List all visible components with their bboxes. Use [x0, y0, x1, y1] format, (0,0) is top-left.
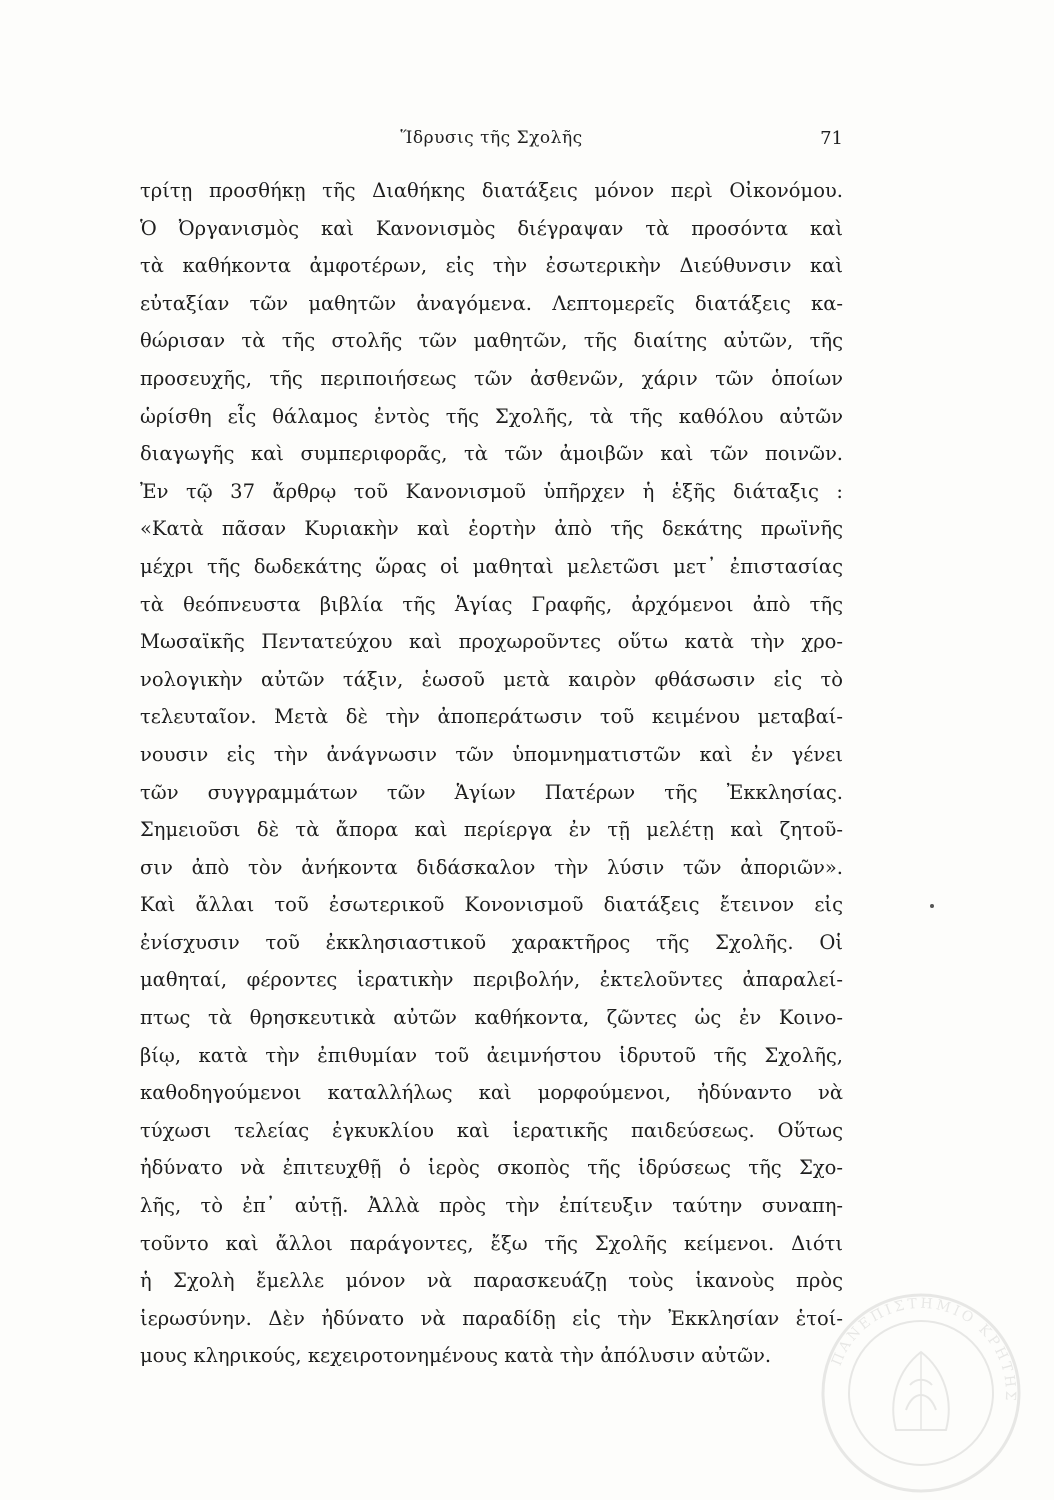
seal-icon — [818, 1290, 1024, 1496]
text-line: εὐταξίαν τῶν μαθητῶν ἀναγόμενα. Λεπτομερεῖς διατάξεις κα- — [140, 291, 843, 315]
text-line: καθοδηγούμενοι καταλλήλως καὶ μορφούμενοι, ἠδύναντο νὰ — [140, 1081, 843, 1105]
text-line: τύχωσι τελείας ἐγκυκλίου καὶ ἱερατικῆς παιδεύσεως. Οὕτως — [140, 1118, 843, 1142]
text-line: Μωσαϊκῆς Πεντατεύχου καὶ προχωροῦντες οὕτω κατὰ τὴν χρο- — [140, 630, 843, 654]
text-line: ἐνίσχυσιν τοῦ ἐκκλησιαστικοῦ χαρακτῆρος τῆς Σχολῆς. Οἱ — [140, 930, 843, 954]
text-line: μέχρι τῆς δωδεκάτης ὥρας οἱ μαθηταὶ μελετῶσι μετ᾽ ἐπιστασίας — [140, 554, 843, 578]
text-line: ἠδύνατο νὰ ἐπιτευχθῇ ὁ ἱερὸς σκοπὸς τῆς ἱδρύσεως τῆς Σχο- — [140, 1156, 843, 1180]
text-line: τελευταῖον. Μετὰ δὲ τὴν ἀποπεράτωσιν τοῦ κειμένου μεταβαί- — [140, 705, 843, 729]
library-seal-watermark — [818, 1290, 1024, 1496]
text-line: νουσιν εἰς τὴν ἀνάγνωσιν τῶν ὑπομνηματιστῶν καὶ ἐν γένει — [140, 742, 843, 766]
body-text — [140, 172, 843, 1375]
svg-text:ΠΑΝΕΠΙΣΤΗΜΙΟ ΚΡΗΤΗΣ: ΠΑΝΕΠΙΣΤΗΜΙΟ ΚΡΗΤΗΣ — [828, 1295, 1019, 1404]
text-line: ἡ Σχολὴ ἔμελλε μόνον νὰ παρασκευάζῃ τοὺς ἱκανοὺς πρὸς — [140, 1269, 843, 1293]
text-line: τὰ καθήκοντα ἀμφοτέρων, εἰς τὴν ἐσωτερικὴν Διεύθυνσιν καὶ — [140, 254, 843, 278]
running-title: Ἵδρυσις τῆς Σχολῆς — [400, 128, 583, 148]
text-line: Ὁ Ὀργανισμὸς καὶ Κανονισμὸς διέγραψαν τὰ προσόντα καὶ — [140, 216, 843, 240]
text-line: ἱερωσύνην. Δὲν ἠδύνατο νὰ παραδίδῃ εἰς τὴν Ἐκκλησίαν ἑτοί- — [140, 1306, 843, 1330]
text-line: ὡρίσθη εἷς θάλαμος ἐντὸς τῆς Σχολῆς, τὰ τῆς καθόλου αὐτῶν — [140, 404, 843, 428]
text-line: τρίτῃ προσθήκῃ τῆς Διαθήκης διατάξεις μόνον περὶ Οἰκονόμου. — [140, 179, 843, 202]
text-line: μαθηταί, φέροντες ἱερατικὴν περιβολήν, ἐκτελοῦντες ἀπαραλεί- — [140, 968, 843, 992]
text-line: Καὶ ἄλλαι τοῦ ἐσωτερικοῦ Κονονισμοῦ διατάξεις ἔτεινον εἰς — [140, 893, 843, 917]
text-line: διαγωγῆς καὶ συμπεριφορᾶς, τὰ τῶν ἀμοιβῶν καὶ τῶν ποινῶν. — [140, 442, 843, 466]
text-line: νολογικὴν αὐτῶν τάξιν, ἑωσοῦ μετὰ καιρὸν φθάσωσιν εἰς τὸ — [140, 667, 843, 691]
text-line: Ἐν τῷ 37 ἄρθρῳ τοῦ Κανονισμοῦ ὑπῆρχεν ἡ ἑξῆς διάταξις : — [140, 479, 843, 503]
stray-ink-dot — [930, 904, 934, 908]
text-line: Σημειοῦσι δὲ τὰ ἄπορα καὶ περίεργα ἐν τῇ μελέτῃ καὶ ζητοῦ- — [140, 818, 843, 842]
text-line: τὰ θεόπνευστα βιβλία τῆς Ἁγίας Γραφῆς, ἀρχόμενοι ἀπὸ τῆς — [140, 592, 843, 616]
text-line: πτως τὰ θρησκευτικὰ αὐτῶν καθήκοντα, ζῶντες ὡς ἐν Κοινο- — [140, 1006, 843, 1030]
text-line: τοῦντο καὶ ἄλλοι παράγοντες, ἔξω τῆς Σχολῆς κείμενοι. Διότι — [140, 1231, 843, 1255]
text-line: λῆς, τὸ ἐπ᾽ αὐτῇ. Ἀλλὰ πρὸς τὴν ἐπίτευξιν ταύτην συναπη- — [140, 1194, 843, 1218]
text-line: μους κληρικούς, κεχειροτονημένους κατὰ τὴν ἀπόλυσιν αὐτῶν. — [140, 1344, 772, 1368]
text-line: βίῳ, κατὰ τὴν ἐπιθυμίαν τοῦ ἀειμνήστου ἱδρυτοῦ τῆς Σχολῆς, — [140, 1043, 843, 1067]
text-line: «Κατὰ πᾶσαν Κυριακὴν καὶ ἑορτὴν ἀπὸ τῆς δεκάτης πρωϊνῆς — [140, 517, 843, 541]
running-head — [140, 128, 843, 158]
text-line: τῶν συγγραμμάτων τῶν Ἁγίων Πατέρων τῆς Ἐκκλησίας. — [140, 780, 843, 804]
text-line: θώρισαν τὰ τῆς στολῆς τῶν μαθητῶν, τῆς διαίτης αὐτῶν, τῆς — [140, 329, 843, 353]
page-number: 71 — [820, 128, 843, 149]
text-line: σιν ἀπὸ τὸν ἀνήκοντα διδάσκαλον τὴν λύσιν τῶν ἀποριῶν». — [140, 855, 843, 879]
text-line: προσευχῆς, τῆς περιποιήσεως τῶν ἀσθενῶν, χάριν τῶν ὁποίων — [140, 366, 843, 390]
